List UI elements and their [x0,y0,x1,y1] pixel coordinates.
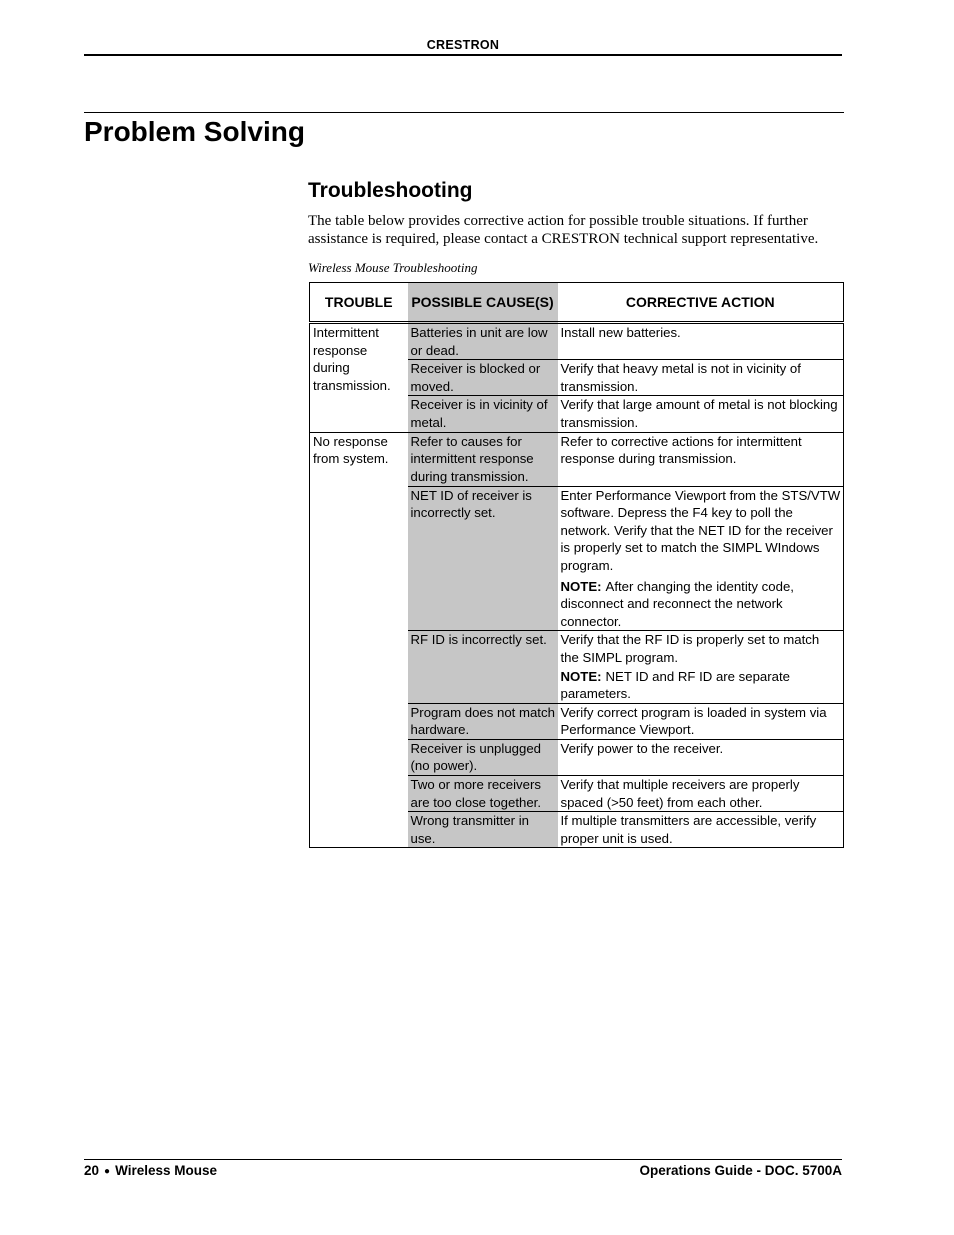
note-label: NOTE: [560,578,602,594]
table-row [310,323,844,360]
page-number: 20 [84,1163,100,1178]
note-label: NOTE: [560,668,602,684]
cause-cell: Two or more receivers are too close together. [408,776,558,812]
trouble-cell: Intermittent response during transmission. [310,323,408,433]
header-possible-causes: POSSIBLE CAUSE(S) [408,283,558,323]
section-title: Troubleshooting [308,179,473,202]
note [561,668,842,703]
bullet-separator: ● [104,1166,111,1177]
table-row [310,432,844,486]
action-cell: Verify correct program is loaded in system via Performance Viewport. [558,703,844,739]
action-cell: Verify that large amount of metal is not blocking transmission. [558,396,844,432]
chapter-title: Problem Solving [84,116,305,147]
action-cell: Verify power to the receiver. [558,739,844,775]
trouble-cell: No response from system. [310,432,408,848]
cause-cell: Program does not match hardware. [408,703,558,739]
cause-cell: Receiver is unplugged (no power). [408,739,558,775]
action-text: Enter Performance Viewport from the STS/VTW software. Depress the F4 key to poll the network. Verify that the NET ID for the receiver is properly set to match the SIMPL WIndows program. [560,487,841,573]
header-rule [84,54,842,56]
header-trouble: TROUBLE [310,283,408,323]
footer-doc-title: Operations Guide - DOC. 5700A [639,1163,842,1178]
action-cell [558,486,844,631]
cause-cell: Batteries in unit are low or dead. [408,323,558,360]
footer-product: Wireless Mouse [115,1163,217,1178]
table-header-row [310,283,844,323]
action-cell: Verify that heavy metal is not in vicinity of transmission. [558,360,844,396]
header-corrective-action: CORRECTIVE ACTION [558,283,844,323]
running-header: CRESTRON [426,38,500,52]
action-cell [558,631,844,703]
note-text: After changing the identity code, disconnect and reconnect the network connector. [560,578,794,629]
table-caption: Wireless Mouse Troubleshooting [308,260,478,275]
action-cell: If multiple transmitters are accessible, verify proper unit is used. [558,812,844,848]
action-cell: Verify that multiple receivers are properly spaced (>50 feet) from each other. [558,776,844,812]
cause-cell: RF ID is incorrectly set. [408,631,558,703]
action-cell: Install new batteries. [558,323,844,360]
cause-cell: Receiver is in vicinity of metal. [408,396,558,432]
chapter-rule [84,112,844,113]
note-text: NET ID and RF ID are separate parameters. [560,668,790,702]
footer-left [84,1162,217,1181]
intro-paragraph: The table below provides corrective action for possible trouble situations. If further assistance is required, please contact a CRESTRON technical support representative. [308,213,819,247]
troubleshooting-table [309,282,844,848]
action-cell: Refer to corrective actions for intermittent response during transmission. [558,432,844,486]
note [561,578,842,631]
cause-cell: Receiver is blocked or moved. [408,360,558,396]
footer-rule [84,1159,842,1160]
cause-cell: Refer to causes for intermittent response during transmission. [408,432,558,486]
action-text: Verify that the RF ID is properly set to match the SIMPL program. [560,632,820,665]
cause-cell: NET ID of receiver is incorrectly set. [408,486,558,631]
cause-cell: Wrong transmitter in use. [408,812,558,848]
